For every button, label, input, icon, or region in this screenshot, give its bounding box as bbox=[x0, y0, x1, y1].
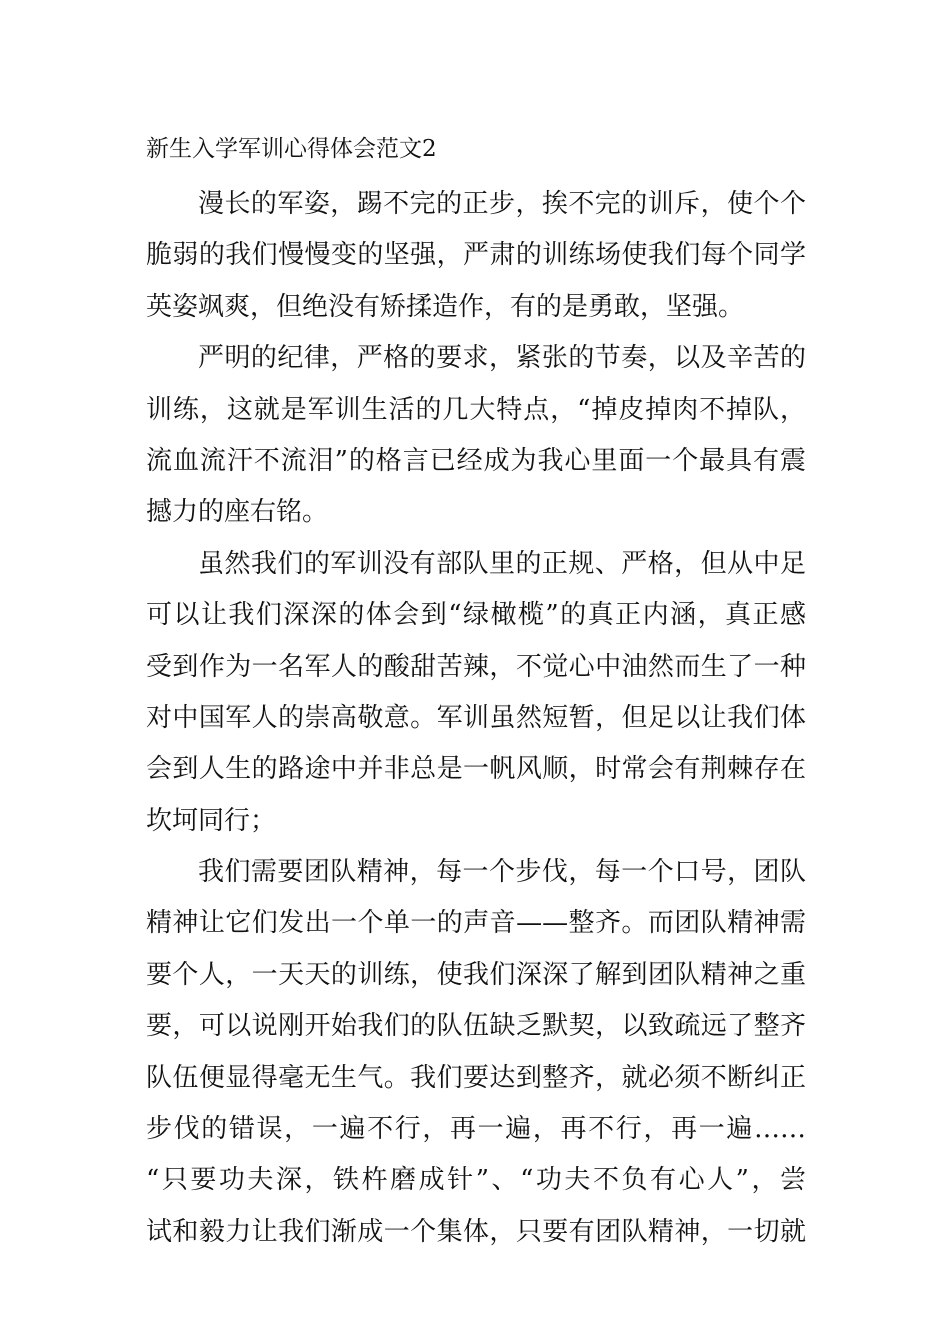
text-line: 撼力的座右铭。 bbox=[146, 497, 329, 528]
text-line: 精神让它们发出一个单一的声音——整齐。而团队精神需 bbox=[146, 908, 806, 939]
text-line: 英姿飒爽，但绝没有矫揉造作，有的是勇敢，坚强。 bbox=[146, 291, 745, 322]
text-line: 脆弱的我们慢慢变的坚强，严肃的训练场使我们每个同学 bbox=[146, 240, 806, 271]
text-line: 对中国军人的崇高敬意。军训虽然短暂，但足以让我们体 bbox=[146, 702, 806, 733]
text-line: 漫长的军姿，踢不完的正步，挨不完的训斥，使个个 bbox=[198, 189, 806, 219]
text-line: 要，可以说刚开始我们的队伍缺乏默契，以致疏远了整齐 bbox=[146, 1011, 806, 1042]
text-line: 会到人生的路途中并非总是一帆风顺，时常会有荆棘存在 bbox=[146, 754, 806, 785]
text-line: 可以让我们深深的体会到“绿橄榄”的真正内涵，真正感 bbox=[146, 600, 806, 631]
text-line: 严明的纪律，严格的要求，紧张的节奏，以及辛苦的 bbox=[198, 343, 806, 374]
text-line: “只要功夫深，铁杵磨成针”、“功夫不负有心人”，尝 bbox=[146, 1165, 806, 1196]
text-line: 我们需要团队精神，每一个步伐，每一个口号，团队 bbox=[198, 857, 806, 888]
paragraph-4 bbox=[146, 847, 806, 1258]
text-line: 要个人，一天天的训练，使我们深深了解到团队精神之重 bbox=[146, 959, 806, 990]
paragraph-2 bbox=[146, 333, 806, 539]
document-title: 新生入学军训心得体会范文2 bbox=[146, 136, 437, 162]
text-line: 流血流汗不流泪”的格言已经成为我心里面一个最具有震 bbox=[146, 445, 806, 476]
document-body bbox=[146, 179, 806, 1258]
paragraph-3 bbox=[146, 539, 806, 847]
text-line: 队伍便显得毫无生气。我们要达到整齐，就必须不断纠正 bbox=[146, 1062, 806, 1093]
text-line: 步伐的错误，一遍不行，再一遍，再不行，再一遍…… bbox=[146, 1114, 806, 1145]
text-line: 试和毅力让我们渐成一个集体，只要有团队精神，一切就 bbox=[146, 1216, 806, 1247]
paragraph-1 bbox=[146, 179, 806, 333]
text-line: 训练，这就是军训生活的几大特点，“掉皮掉肉不掉队， bbox=[146, 394, 806, 425]
text-line: 虽然我们的军训没有部队里的正规、严格，但从中足 bbox=[198, 548, 806, 579]
text-line: 坎坷同行； bbox=[146, 805, 277, 836]
text-line: 受到作为一名军人的酸甜苦辣，不觉心中油然而生了一种 bbox=[146, 651, 806, 682]
